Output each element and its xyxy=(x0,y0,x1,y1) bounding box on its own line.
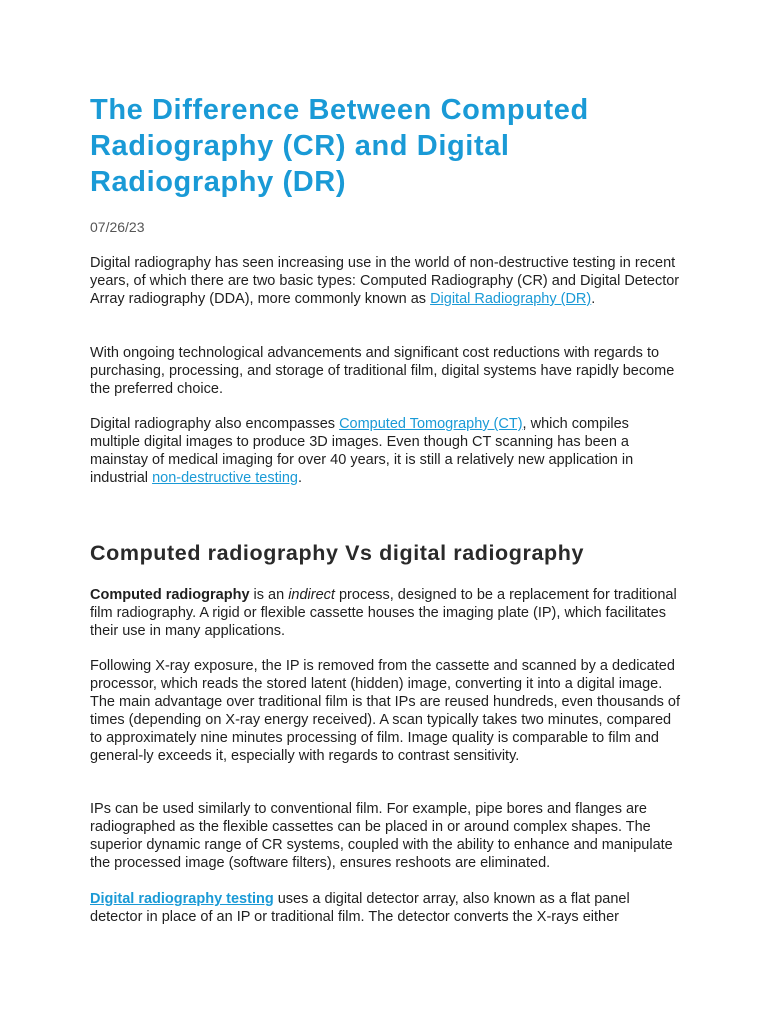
paragraph-text: uses a digital detector array, also known as a flat panel detector in place of an IP or traditional film. The detector converts the X-rays either xyxy=(90,891,630,925)
section-heading: Computed radiography Vs digital radiography xyxy=(90,541,585,565)
paragraph-ip-usage xyxy=(90,800,680,872)
page-title: The Difference Between Computed Radiography (CR) and Digital Radiography (DR) xyxy=(90,94,589,198)
paragraph-intro xyxy=(90,254,680,308)
digital-radiography-link[interactable]: Digital Radiography (DR) xyxy=(430,291,592,307)
paragraph-text: Digital radiography has seen increasing use in the world of non-destructive testing in recent years, of which there are two basic types: Computed Radiography (CR) and Digital Detector Array radiography (DDA), more commonly known as xyxy=(90,255,680,307)
paragraph-tail: . xyxy=(297,470,302,486)
paragraph-text: IPs can be used similarly to conventional film. For example, pipe bores and flanges are radiographed as the flexible cassettes can be placed in or around complex shapes. The superior dynamic range of CR systems, coupled with the ability to enhance and manipulate the processed image (software filters), ensures reshoots are eliminated. xyxy=(90,801,673,871)
paragraph-text: Following X-ray exposure, the IP is removed from the cassette and scanned by a dedicated processor, which reads the stored latent (hidden) image, converting it into a digital image. The main advantage over traditional film is that IPs are reused hundreds, even thousands of times (depending on X-ray energy received). A scan typically takes two minutes, compared to approximately nine minutes processing of film. Image quality is comparable to film and general-ly exceeds it, especially with regards to contrast sensitivity. xyxy=(90,658,681,764)
paragraph-tail: . xyxy=(591,291,596,307)
paragraph-text: is an xyxy=(249,587,289,603)
paragraph-text: process, designed to be a replacement for traditional film radiography. A rigid or flexible cassette houses the imaging plate (IP), which facilitates their use in many applications. xyxy=(90,587,677,639)
paragraph-ct xyxy=(90,415,680,487)
paragraph-dr-testing xyxy=(90,890,680,926)
paragraph-text: With ongoing technological advancements and significant cost reductions with regards to purchasing, processing, and storage of traditional film, digital systems have rapidly become the preferred choice. xyxy=(90,345,675,397)
bold-term: Computed radiography xyxy=(90,587,250,603)
italic-term: indirect xyxy=(288,587,335,603)
paragraph-text: , which compiles multiple digital images to produce 3D images. Even though CT scanning has been a mainstay of medical imaging for over 40 years, it is still a relatively new application in industrial xyxy=(90,416,634,486)
paragraph-cr-process xyxy=(90,657,680,765)
non-destructive-testing-link[interactable]: non-destructive testing xyxy=(152,470,298,486)
paragraph-text: Digital radiography also encompasses xyxy=(90,416,340,432)
paragraph-cr-definition xyxy=(90,586,680,640)
digital-radiography-testing-link[interactable]: Digital radiography testing xyxy=(90,891,274,907)
publish-date: 07/26/23 xyxy=(90,219,145,235)
computed-tomography-link[interactable]: Computed Tomography (CT) xyxy=(339,416,523,432)
paragraph-advancements xyxy=(90,344,680,398)
